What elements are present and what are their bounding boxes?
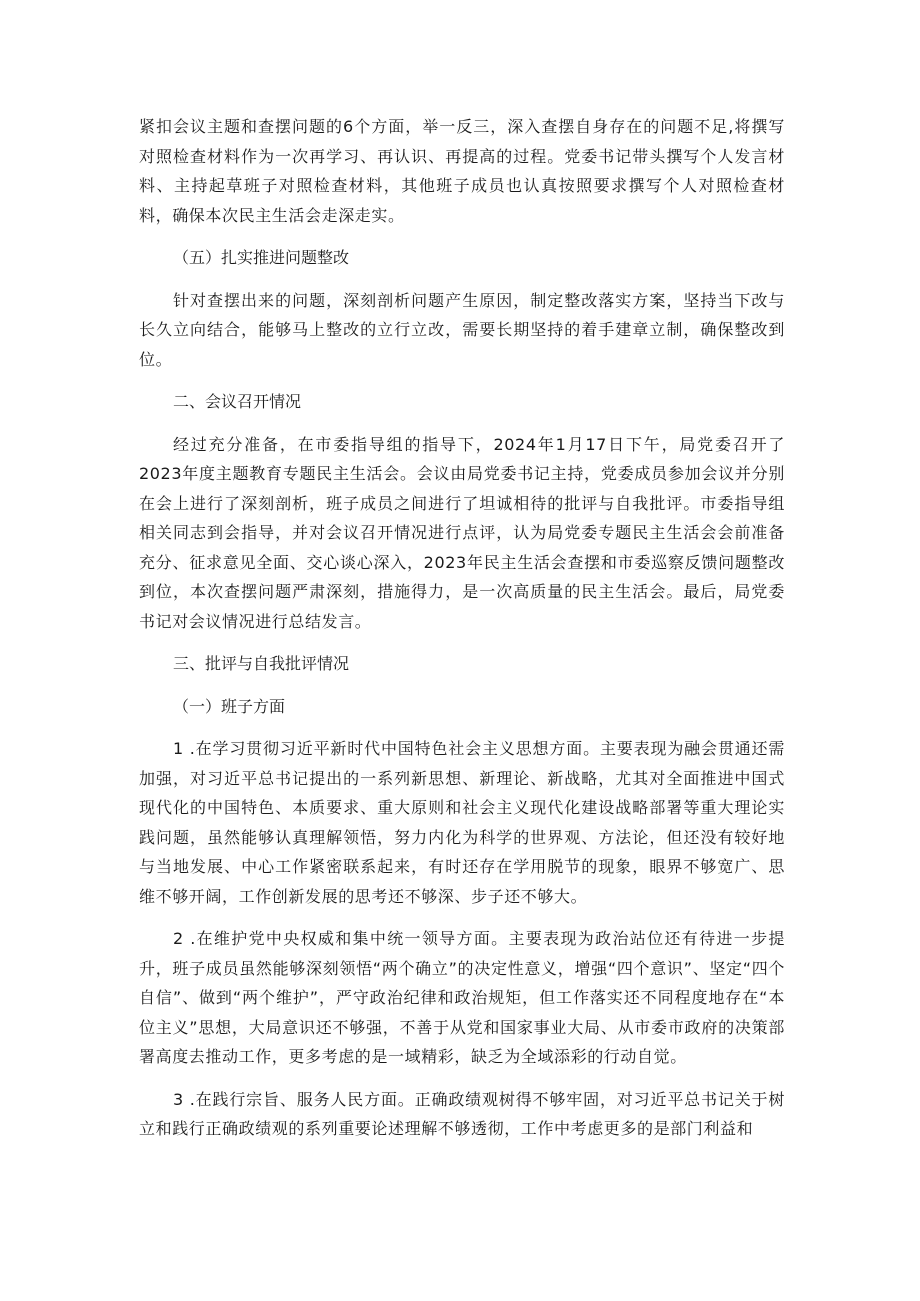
document-page xyxy=(139,112,785,1144)
section-heading-criticism: 三、批评与自我批评情况 xyxy=(173,654,350,673)
paragraph-item-3: 3 .在践行宗旨、服务人民方面。正确政绩观树得不够牢固，对习近平总书记关于树立和践行正确政绩观的系列重要论述理解不够透彻，工作中考虑更多的是部门利益和 xyxy=(139,1089,785,1138)
paragraph-continuation: 紧扣会议主题和查摆问题的6个方面，举一反三，深入查摆自身存在的问题不足,将撰写对照检查材料作为一次再学习、再认识、再提高的过程。党委书记带头撰写个人发言材料、主持起草班子对照检查材料，其他班子成员也认真按照要求撰写个人对照检查材料，确保本次民主生活会走深走实。 xyxy=(139,117,785,225)
paragraph-item-1: 1 .在学习贯彻习近平新时代中国特色社会主义思想方面。主要表现为融会贯通还需加强，对习近平总书记提出的一系列新思想、新理论、新战略，尤其对全面推进中国式现代化的中国特色、本质要求、重大原则和社会主义现代化建设战略部署等重大理论实践问题，虽然能够认真理解领悟，努力内化为科学的世界观、方法论，但还没有较好地与当地发展、中心工作紧密联系起来，有时还存在学用脱节的现象，眼界不够宽广、思维不够开阔，工作创新发展的思考还不够深、步子还不够大。 xyxy=(139,739,785,906)
subsection-heading-team: （一）班子方面 xyxy=(173,696,286,716)
paragraph-rectification: 针对查摆出来的问题，深刻剖析问题产生原因，制定整改落实方案，坚持当下改与长久立向结合，能够马上整改的立行立改，需要长期坚持的着手建章立制，确保整改到位。 xyxy=(139,290,785,369)
section-heading-meeting: 二、会议召开情况 xyxy=(173,392,302,411)
paragraph-meeting: 经过充分准备，在市委指导组的指导下，2024年1月17日下午，局党委召开了2023年度主题教育专题民主生活会。会议由局党委书记主持，党委成员参加会议并分别在会上进行了深刻剖析，班子成员之间进行了坦诚相待的批评与自我批评。市委指导组相关同志到会指导，并对会议召开情况进行点评，认为局党委专题民主生活会会前准备充分、征求意见全面、交心谈心深入，2023年民主生活会查摆和市委巡察反馈问题整改到位，本次查摆问题严肃深刻，措施得力，是一次高质量的民主生活会。最后，局党委书记对会议情况进行总结发言。 xyxy=(139,434,785,631)
paragraph-item-2: 2 .在维护党中央权威和集中统一领导方面。主要表现为政治站位还有待进一步提升，班子成员虽然能够深刻领悟“两个确立”的决定性意义，增强“四个意识”、坚定“四个自信”、做到“两个维护”，严守政治纪律和政治规矩，但工作落实还不同程度地存在“本位主义”思想，大局意识还不够强，不善于从党和国家事业大局、从市委市政府的决策部署高度去推动工作，更多考虑的是一域精彩，缺乏为全域添彩的行动自觉。 xyxy=(139,929,785,1066)
section-heading-5: （五）扎实推进问题整改 xyxy=(173,248,350,267)
